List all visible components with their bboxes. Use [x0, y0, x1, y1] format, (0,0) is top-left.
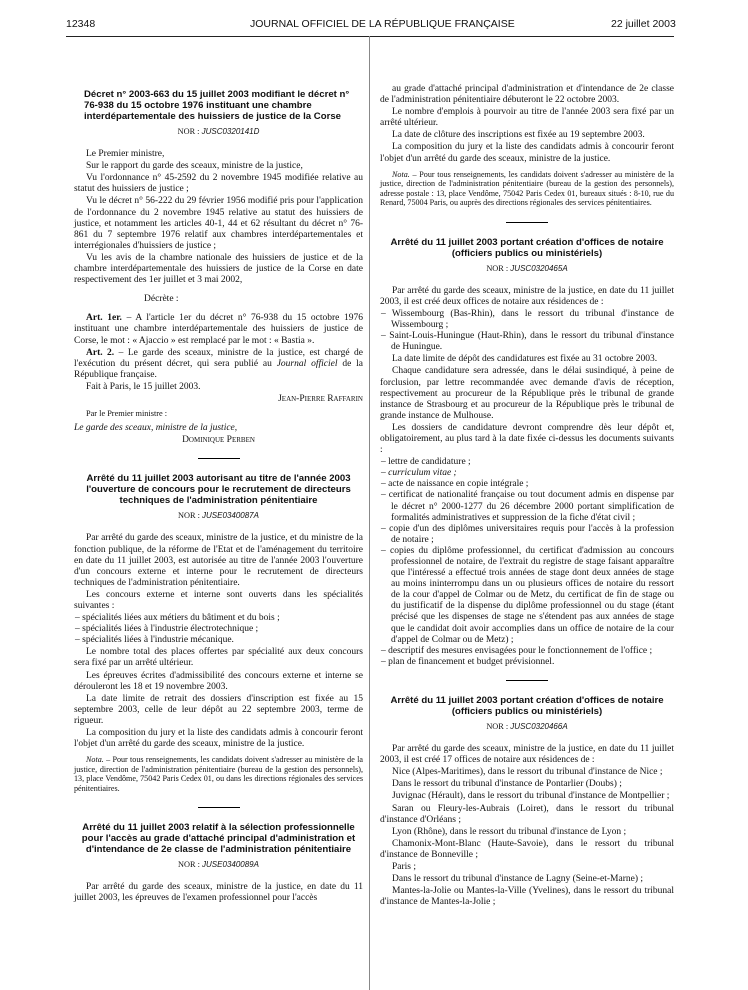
paragraph: Sur le rapport du garde des sceaux, ministre de la justice, — [86, 161, 303, 172]
paragraph: La date limite de retrait des dossiers d'inscription est fixée au 15 septembre 2003, celle de leur dépôt au 22 septembre 2003, terme de rigueur. — [74, 693, 363, 726]
paragraph: Chamonix-Mont-Blanc (Haute-Savoie), dans le ressort du tribunal d'instance de Bonneville ; — [380, 838, 674, 860]
decree-nor: NOR : JUSC0320141D — [177, 127, 260, 136]
list-item: – descriptif des mesures envisagées pour le fonctionnement de l'office ; — [380, 646, 674, 657]
continuation-body — [380, 84, 674, 165]
paragraph: Par arrêté du garde des sceaux, ministre de la justice, et du ministre de la fonction publique, de la réforme de l'Etat et de l'aménagement du territoire en date du 11 juillet 2003, est autorisée au titre de l'année 2003 l'ouverture d'un concours externe et interne pour le recrutement de directeurs techniques de l'administration pénitentiaire. — [74, 533, 363, 588]
list-item: – certificat de nationalité française ou tout document admis en dispense par le décret n° 2000-1277 du 26 décembre 2000 portant simplification de formalités administratives et suppression de la fiche d'état civil ; — [380, 490, 674, 523]
paragraph: La date de clôture des inscriptions est fixée au 19 septembre 2003. — [392, 130, 645, 141]
right-column — [380, 84, 674, 909]
list-item: – acte de naissance en copie intégrale ; — [380, 479, 674, 490]
page-number: 12348 — [66, 18, 96, 30]
paragraph: Nice (Alpes-Maritimes), dans le ressort du tribunal d'instance de Nice ; — [392, 767, 663, 778]
list-item: – curriculum vitae ; — [380, 468, 674, 479]
arrete-1-specialites — [74, 613, 363, 646]
par-le-premier-ministre: Par le Premier ministre : — [86, 409, 168, 419]
paragraph: Les dossiers de candidature devront comprendre dès leur dépôt et, obligatoirement, au plus tard à la date fixée ci-dessus les documents suivants : — [380, 422, 674, 456]
paragraph: Vu les avis de la chambre nationale des huissiers de justice et de la chambre interdépartementale des huissiers de justice de la Corse en date respectivement des 1er juillet et 3 mai 2002, — [74, 252, 363, 286]
paragraph: La composition du jury et la liste des candidats admis à concourir feront l'objet d'un arrêté du garde des sceaux, ministre de la justice. — [74, 728, 363, 750]
paragraph: Le nombre d'emplois à pourvoir au titre de l'année 2003 sera fixé par un arrêté ultérieur. — [380, 107, 674, 129]
list-item: – spécialités liées à l'industrie électrotechnique ; — [74, 624, 363, 635]
list-item: – copie d'un des diplômes universitaires requis pour l'accès à la profession de notaire ; — [380, 524, 674, 546]
arrete-3-title: Arrêté du 11 juillet 2003 portant création d'offices de notaire (officiers publics ou ministériels) — [390, 236, 664, 259]
arrete-2-para: Par arrêté du garde des sceaux, ministre de la justice, en date du 11 juillet 2003, les épreuves de l'examen professionnel pour l'accès — [74, 882, 363, 904]
paragraph: Chaque candidature sera adressée, dans le délai susindiqué, à peine de forclusion, par lettre recommandée avec demande d'avis de réception, respectivement au procureur de la République près le tribunal de grande instance de Strasbourg et au procureur de la République près le tribunal de grande instance de Mulhouse. — [380, 366, 674, 421]
arrete-1-body — [74, 533, 363, 612]
journal-title: JOURNAL OFFICIEL DE LA RÉPUBLIQUE FRANÇAISE — [250, 18, 515, 30]
arrete-3-nor: NOR : JUSC0320465A — [486, 263, 568, 273]
arrete-1-body-2 — [74, 647, 363, 750]
paragraph: Mantes-la-Jolie ou Mantes-la-Ville (Yvelines), dans le ressort du tribunal d'instance de Mantes-la-Jolie ; — [380, 886, 674, 908]
article-2: Art. 2. – Le garde des sceaux, ministre de la justice, est chargé de l'exécution du présent décret, qui sera publié au Journal officiel de la République française. — [74, 347, 363, 380]
arrete-3-residences — [380, 309, 674, 353]
continuation-nota: Nota. – Pour tous renseignements, les candidats doivent s'adresser au ministère de la justice, direction de l'administration pénitentiaire (bureau de la gestion des personnels), adresse postale : 13, place Vendôme, 75042 Paris Cedex 01, bureaux situés : 8-10, rue du Renard, 75004 Paris, ou auprès des directions régionales des services pénitentiaires. — [380, 169, 674, 208]
signatory-pm: Jean-Pierre Raffarin — [278, 393, 363, 404]
separator — [198, 807, 240, 808]
column-divider — [369, 36, 370, 990]
list-item: – spécialités liées à l'industrie mécanique. — [74, 635, 363, 646]
arrete-1-title: Arrêté du 11 juillet 2003 autorisant au titre de l'année 2003 l'ouverture de concours pour le recrutement de directeurs techniques de l'administration pénitentiaire — [86, 473, 351, 507]
arrete-1-nota: Nota. – Pour tous renseignements, les candidats doivent s'adresser au ministère de la justice, direction de l'administration pénitentiaire (bureau de la gestion des personnels), 13, place Vendôme, 75042 Paris Cedex 01, ou dans les directions régionales des services pénitentiaires. — [74, 755, 363, 793]
arrete-4-title: Arrêté du 11 juillet 2003 portant création d'offices de notaire (officiers publics ou ministériels) — [390, 694, 664, 717]
paragraph: La composition du jury et la liste des candidats admis à concourir feront l'objet d'un arrêté du garde des sceaux, ministre de la justice. — [380, 142, 674, 164]
decrete: Décrète : — [144, 294, 179, 305]
arrete-2-nor: NOR : JUSE0340089A — [178, 860, 259, 870]
list-item: – copies du diplôme professionnel, du certificat d'admission au concours professionnel de notaire, de l'extrait du registre de stage faisant apparaître que l'intéressé a effectué trois années de stage dont deux années de stage au moins ininterrompu dans un ou plusieurs offices de notaire du ressort de la cour d'appel de Colmar ou de Metz, du certificat de fin de stage ou du justificatif de la dispense du diplôme professionnel ou du stage (étant précisé que les dispenses de stage ne s'étendent pas aux années de stage que le candidat doit avoir accomplies dans un office de notaire de la cour d'appel de Colmar ou de Metz) ; — [380, 546, 674, 646]
paragraph: Les épreuves écrites d'admissibilité des concours externe et interne se dérouleront les 18 et 19 novembre 2003. — [74, 670, 363, 692]
arrete-4-body — [380, 744, 674, 908]
arrete-1-nor: NOR : JUSE0340087A — [178, 511, 259, 521]
list-item: – lettre de candidature ; — [380, 457, 674, 468]
signatory-title: Le garde des sceaux, ministre de la justice, — [74, 423, 238, 434]
signatory-minister: Dominique Perben — [182, 435, 255, 446]
paragraph: Le Premier ministre, — [86, 149, 165, 160]
left-column — [74, 89, 363, 906]
list-item: – Saint-Louis-Huningue (Haut-Rhin), dans le ressort du tribunal d'instance de Huningue. — [380, 331, 674, 353]
separator — [506, 680, 548, 681]
paragraph: Dans le ressort du tribunal d'instance de Lagny (Seine-et-Marne) ; — [392, 874, 644, 885]
arrete-3-documents — [380, 457, 674, 668]
decree-body — [74, 149, 363, 286]
arrete-2-title: Arrêté du 11 juillet 2003 relatif à la sélection professionnelle pour l'accès au grade d'attaché principal d'administration et d'intendance de 2e classe de l'administration pénitentiaire — [81, 822, 356, 856]
fait-a-paris: Fait à Paris, le 15 juillet 2003. — [86, 381, 201, 392]
paragraph: Vu le décret n° 56-222 du 29 février 1956 modifié pris pour l'application de l'ordonnance du 2 novembre 1945 relative au statut des huissiers de justice, et notamment les articles 40-1, 44 et 62 résultant du décret n° 76-861 du 7 septembre 1976 relatif aux chambres interdépartementales et interrégionales d'huissiers de justice ; — [74, 196, 363, 251]
arrete-3-intro: Par arrêté du garde des sceaux, ministre de la justice, en date du 11 juillet 2003, il est créé deux offices de notaire aux résidences de : — [380, 285, 674, 307]
issue-date: 22 juillet 2003 — [611, 18, 676, 30]
separator — [198, 458, 240, 459]
decree-title: Décret n° 2003-663 du 15 juillet 2003 modifiant le décret n° 76-938 du 15 octobre 1976 instituant une chambre interdépartementale des huissiers de justice de la Corse — [84, 89, 350, 122]
paragraph: Le nombre total des places offertes par spécialité aux deux concours sera fixé par un arrêté ultérieur. — [74, 647, 363, 669]
paragraph: Saran ou Fleury-les-Aubrais (Loiret), dans le ressort du tribunal d'instance d'Orléans ; — [380, 803, 674, 825]
paragraph: La date limite de dépôt des candidatures est fixée au 31 octobre 2003. — [392, 354, 658, 365]
paragraph: Dans le ressort du tribunal d'instance de Pontarlier (Doubs) ; — [392, 779, 622, 790]
header-rule — [66, 36, 674, 37]
paragraph: Paris ; — [392, 861, 417, 872]
list-item: – plan de financement et budget prévisionnel. — [380, 657, 674, 668]
paragraph: Les concours externe et interne sont ouverts dans les spécialités suivantes : — [74, 589, 363, 611]
paragraph: Juvignac (Hérault), dans le ressort du tribunal d'instance de Montpellier ; — [392, 791, 670, 802]
page-header — [0, 0, 748, 32]
list-item: – spécialités liées aux métiers du bâtiment et du bois ; — [74, 613, 363, 624]
paragraph: Vu l'ordonnance n° 45-2592 du 2 novembre 1945 modifiée relative au statut des huissiers de justice ; — [74, 173, 363, 195]
article-1: Art. 1er. – A l'article 1er du décret n° 76-938 du 15 octobre 1976 instituant une chambre interdépartementale des huissiers de justice de Corse, le mot : « Ajaccio » est remplacé par le mot : « Bastia ». — [74, 313, 363, 346]
paragraph: Lyon (Rhône), dans le ressort du tribunal d'instance de Lyon ; — [392, 826, 627, 837]
paragraph: au grade d'attaché principal d'administration et d'intendance de 2e classe de l'administration pénitentiaire débuteront le 22 octobre 2003. — [380, 84, 674, 106]
arrete-4-nor: NOR : JUSC0320466A — [486, 721, 568, 731]
separator — [506, 222, 548, 223]
arrete-3-body — [380, 354, 674, 456]
paragraph: Par arrêté du garde des sceaux, ministre de la justice, en date du 11 juillet 2003, il est créé 17 offices de notaire aux résidences de : — [380, 744, 674, 766]
list-item: – Wissembourg (Bas-Rhin), dans le ressort du tribunal d'instance de Wissembourg ; — [380, 309, 674, 331]
